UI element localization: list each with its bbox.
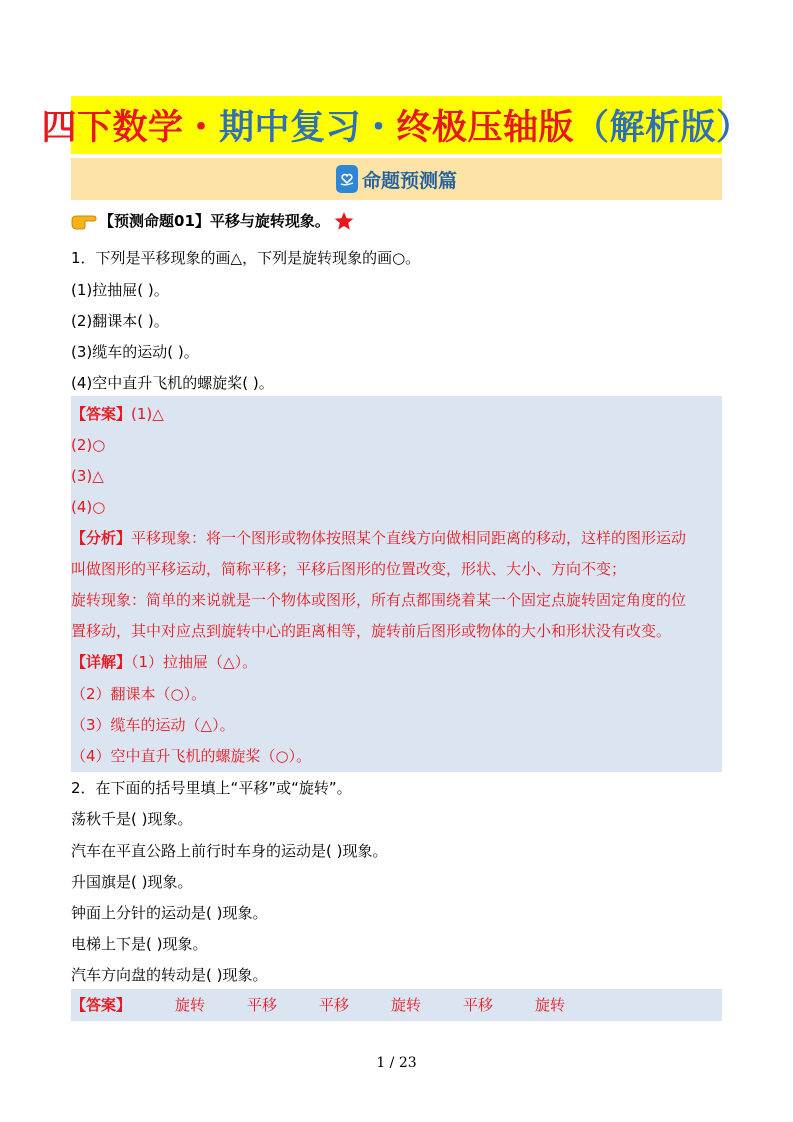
topic-heading <box>71 211 354 231</box>
q2-answer-row <box>71 995 607 1015</box>
section-header <box>71 158 722 200</box>
q2-answer-6: 旋转 <box>535 996 566 1014</box>
q1-answer-2: (2)○ <box>71 436 106 454</box>
q2-answer-box <box>71 989 722 1021</box>
title-part-2: 期中复习・ <box>218 108 397 148</box>
q1-answer-box <box>71 396 722 772</box>
title-part-1: 四下数学・ <box>41 108 219 148</box>
title-part-3: 终极压轴版 <box>396 108 575 148</box>
q2-answer-5: 平移 <box>463 996 494 1014</box>
q2-stem: 2．在下面的括号里填上“平移”或“旋转”。 <box>71 779 352 797</box>
q1-answer-1: (1)△ <box>131 405 164 423</box>
q2-item-3: 升国旗是( )现象。 <box>71 873 193 891</box>
q1-detail-4: （4）空中直升飞机的螺旋桨（○）。 <box>71 747 312 765</box>
q1-answer-row <box>71 404 164 424</box>
q1-analysis-row <box>71 528 686 548</box>
section-title: 命题预测篇 <box>361 169 457 192</box>
q2-item-2: 汽车在平直公路上前行时车身的运动是( )现象。 <box>71 842 388 860</box>
q1-detail-tag: 【详解】 <box>71 653 132 671</box>
star-icon <box>334 211 354 231</box>
q1-detail-1: （1）拉抽屉（△）。 <box>131 653 258 671</box>
q2-item-4: 钟面上分针的运动是( )现象。 <box>71 904 268 922</box>
q2-item-1: 荡秋千是( )现象。 <box>71 810 193 828</box>
q1-item-3: (3)缆车的运动( )。 <box>71 343 199 361</box>
q2-answer-tag: 【答案】 <box>71 996 132 1014</box>
heart-hand-icon <box>336 165 358 193</box>
q1-analysis-1: 平移现象：将一个图形或物体按照某个直线方向做相同距离的移动，这样的图形运动 <box>131 529 687 547</box>
q1-analysis-3: 旋转现象：简单的来说就是一个物体或图形，所有点都围绕着某一个固定点旋转固定角度的位 <box>71 591 687 609</box>
q1-detail-2: （2）翻课本（○）。 <box>71 685 207 703</box>
q2-item-5: 电梯上下是( )现象。 <box>71 935 208 953</box>
q1-analysis-2: 叫做图形的平移运动，简称平移；平移后图形的位置改变，形状、大小、方向不变； <box>71 560 627 578</box>
q1-item-4: (4)空中直升飞机的螺旋桨( )。 <box>71 374 274 392</box>
title-part-4: （解析版） <box>574 108 752 148</box>
q2-answer-3: 平移 <box>319 996 350 1014</box>
q1-answer-3: (3)△ <box>71 467 104 485</box>
q2-answer-1: 旋转 <box>175 996 206 1014</box>
q2-item-6: 汽车方向盘的转动是( )现象。 <box>71 966 268 984</box>
q1-stem: 1．下列是平移现象的画△，下列是旋转现象的画○。 <box>71 249 421 267</box>
q1-answer-tag: 【答案】 <box>71 405 132 423</box>
title-banner <box>41 96 752 154</box>
q1-analysis-tag: 【分析】 <box>71 529 132 547</box>
q1-analysis-4: 置移动，其中对应点到旋转中心的距离相等，旋转前后图形或物体的大小和形状没有改变。 <box>71 622 672 640</box>
q1-detail-3: （3）缆车的运动（△）。 <box>71 716 235 734</box>
topic-label: 【预测命题01】平移与旋转现象。 <box>99 212 330 230</box>
q2-answer-4: 旋转 <box>391 996 422 1014</box>
q1-item-2: (2)翻课本( )。 <box>71 312 169 330</box>
q2-answer-2: 平移 <box>247 996 278 1014</box>
pointing-hand-icon <box>71 212 97 230</box>
q1-detail-row <box>71 652 257 672</box>
q1-answer-4: (4)○ <box>71 498 106 516</box>
q1-item-1: (1)拉抽屉( )。 <box>71 281 169 299</box>
page-number: 1 / 23 <box>376 1055 417 1071</box>
